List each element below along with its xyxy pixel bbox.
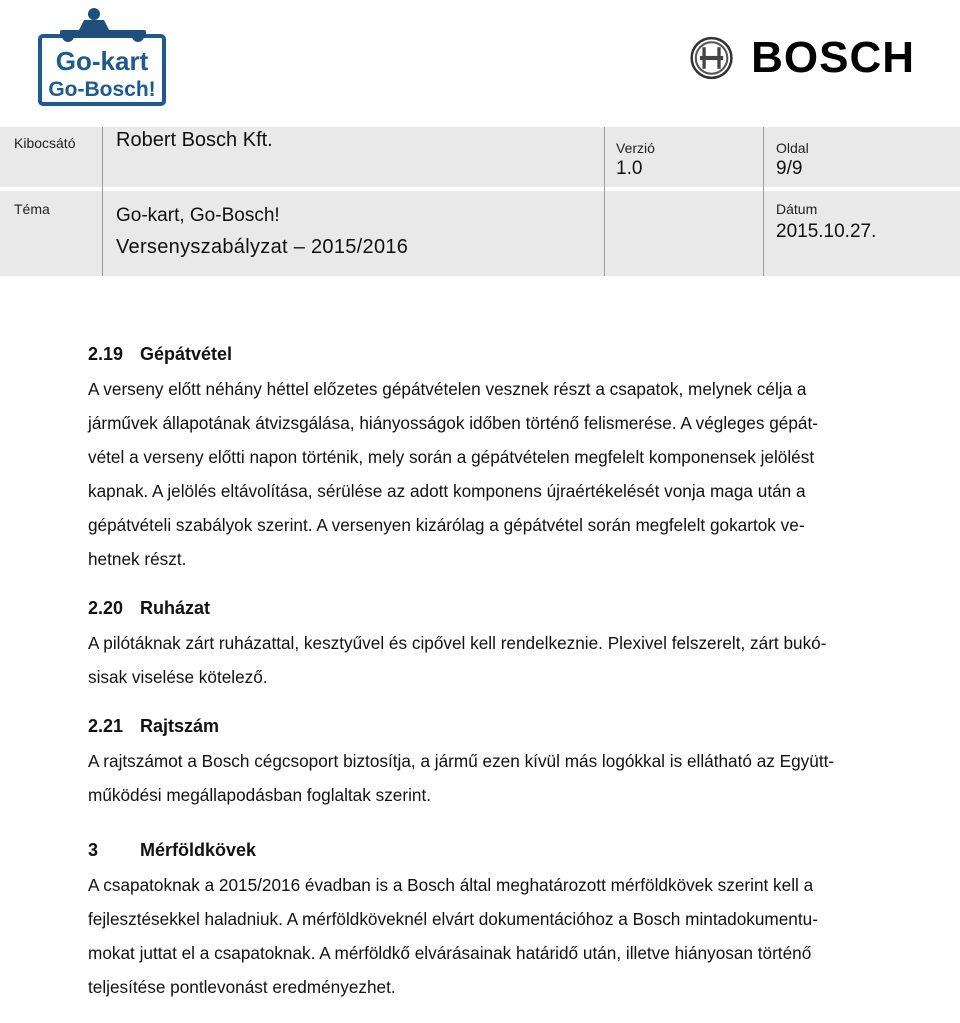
section-2-19: [88, 342, 950, 576]
section-number: 2.21: [88, 716, 124, 736]
paragraph-line: vétel a verseny előtti napon történik, mely során a gépátvételen megfelelt komponensek jelölést: [88, 447, 815, 467]
section-title: Gépátvétel: [140, 344, 233, 364]
bosch-armature-icon: [690, 32, 733, 84]
paragraph-line: A verseny előtt néhány héttel előzetes gépátvételen vesznek részt a csapatok, melynek célja a: [88, 379, 807, 399]
version-label: Verzió: [616, 140, 655, 156]
section-title: Mérföldkövek: [140, 840, 257, 860]
paragraph-line: fejlesztésekkel haladniuk. A mérföldköveknél elvárt dokumentációhoz a Bosch mintadokumentu-: [88, 909, 818, 929]
paragraph-line: A rajtszámot a Bosch cégcsoport biztosítja, a jármű ezen kívül más logókkal is ellátható az Együtt-: [88, 751, 835, 771]
paragraph-line: mokat juttat el a csapatoknak. A mérföldkő elvárásainak határidő után, illetve hiányosan történő: [88, 943, 812, 963]
paragraph-line: teljesítése pontlevonást eredményezhet.: [88, 977, 396, 997]
paragraph-line: hetnek részt.: [88, 549, 187, 569]
section-heading: [88, 714, 950, 738]
section-heading: [88, 596, 950, 620]
section-number: 2.19: [88, 344, 124, 364]
section-number: 3: [88, 840, 99, 860]
section-title: Rajtszám: [140, 716, 220, 736]
paragraph-line: A csapatoknak a 2015/2016 évadban is a Bosch által meghatározott mérföldkövek szerint kell a: [88, 875, 814, 895]
bosch-logo: [690, 30, 915, 86]
page-label: Oldal: [776, 140, 809, 156]
paragraph-line: működési megállapodásban foglaltak szerint.: [88, 785, 431, 805]
issuer-value: Robert Bosch Kft.: [116, 129, 273, 151]
document-header: [0, 127, 960, 276]
header-divider: [763, 127, 764, 276]
section-title: Ruházat: [140, 598, 211, 618]
section-2-21: [88, 714, 950, 812]
section-heading: [88, 838, 950, 862]
paragraph-line: járművek állapotának átvizsgálása, hiányosságok időben történő felismerése. A végleges gépát-: [88, 413, 818, 433]
gokart-go-bosch-logo: [38, 6, 166, 106]
header-row-separator: [0, 187, 960, 191]
page-value: 9/9: [776, 158, 803, 179]
section-3: [88, 838, 950, 1004]
date-label: Dátum: [776, 201, 818, 217]
issuer-label: Kibocsátó: [14, 135, 76, 151]
bosch-wordmark: BOSCH: [751, 33, 915, 82]
document-body: [88, 342, 950, 1004]
gokart-logo-line1: Go-kart: [55, 46, 149, 76]
paragraph-line: A pilótáknak zárt ruházattal, kesztyűvel és cipővel kell rendelkeznie. Plexivel felszerelt, zárt bukó-: [88, 633, 827, 653]
paragraph-line: gépátvételi szabályok szerint. A versenyen kizárólag a gépátvétel során megfelelt gokartok ve-: [88, 515, 805, 535]
paragraph-line: kapnak. A jelölés eltávolítása, sérülése az adott komponens újraértékelését vonja maga után a: [88, 481, 806, 501]
date-value: 2015.10.27.: [776, 221, 877, 242]
topic-line1: Go-kart, Go-Bosch!: [116, 205, 280, 226]
section-2-20: [88, 596, 950, 694]
topic-label: Téma: [14, 201, 50, 217]
section-heading: [88, 342, 950, 366]
paragraph-line: sisak viselése kötelező.: [88, 667, 268, 687]
header-divider: [102, 127, 103, 276]
version-value: 1.0: [616, 158, 643, 179]
section-number: 2.20: [88, 598, 124, 618]
header-divider: [604, 127, 605, 276]
gokart-logo-line2: Go-Bosch!: [48, 78, 156, 101]
topic-line2: Versenyszabályzat – 2015/2016: [116, 236, 409, 258]
